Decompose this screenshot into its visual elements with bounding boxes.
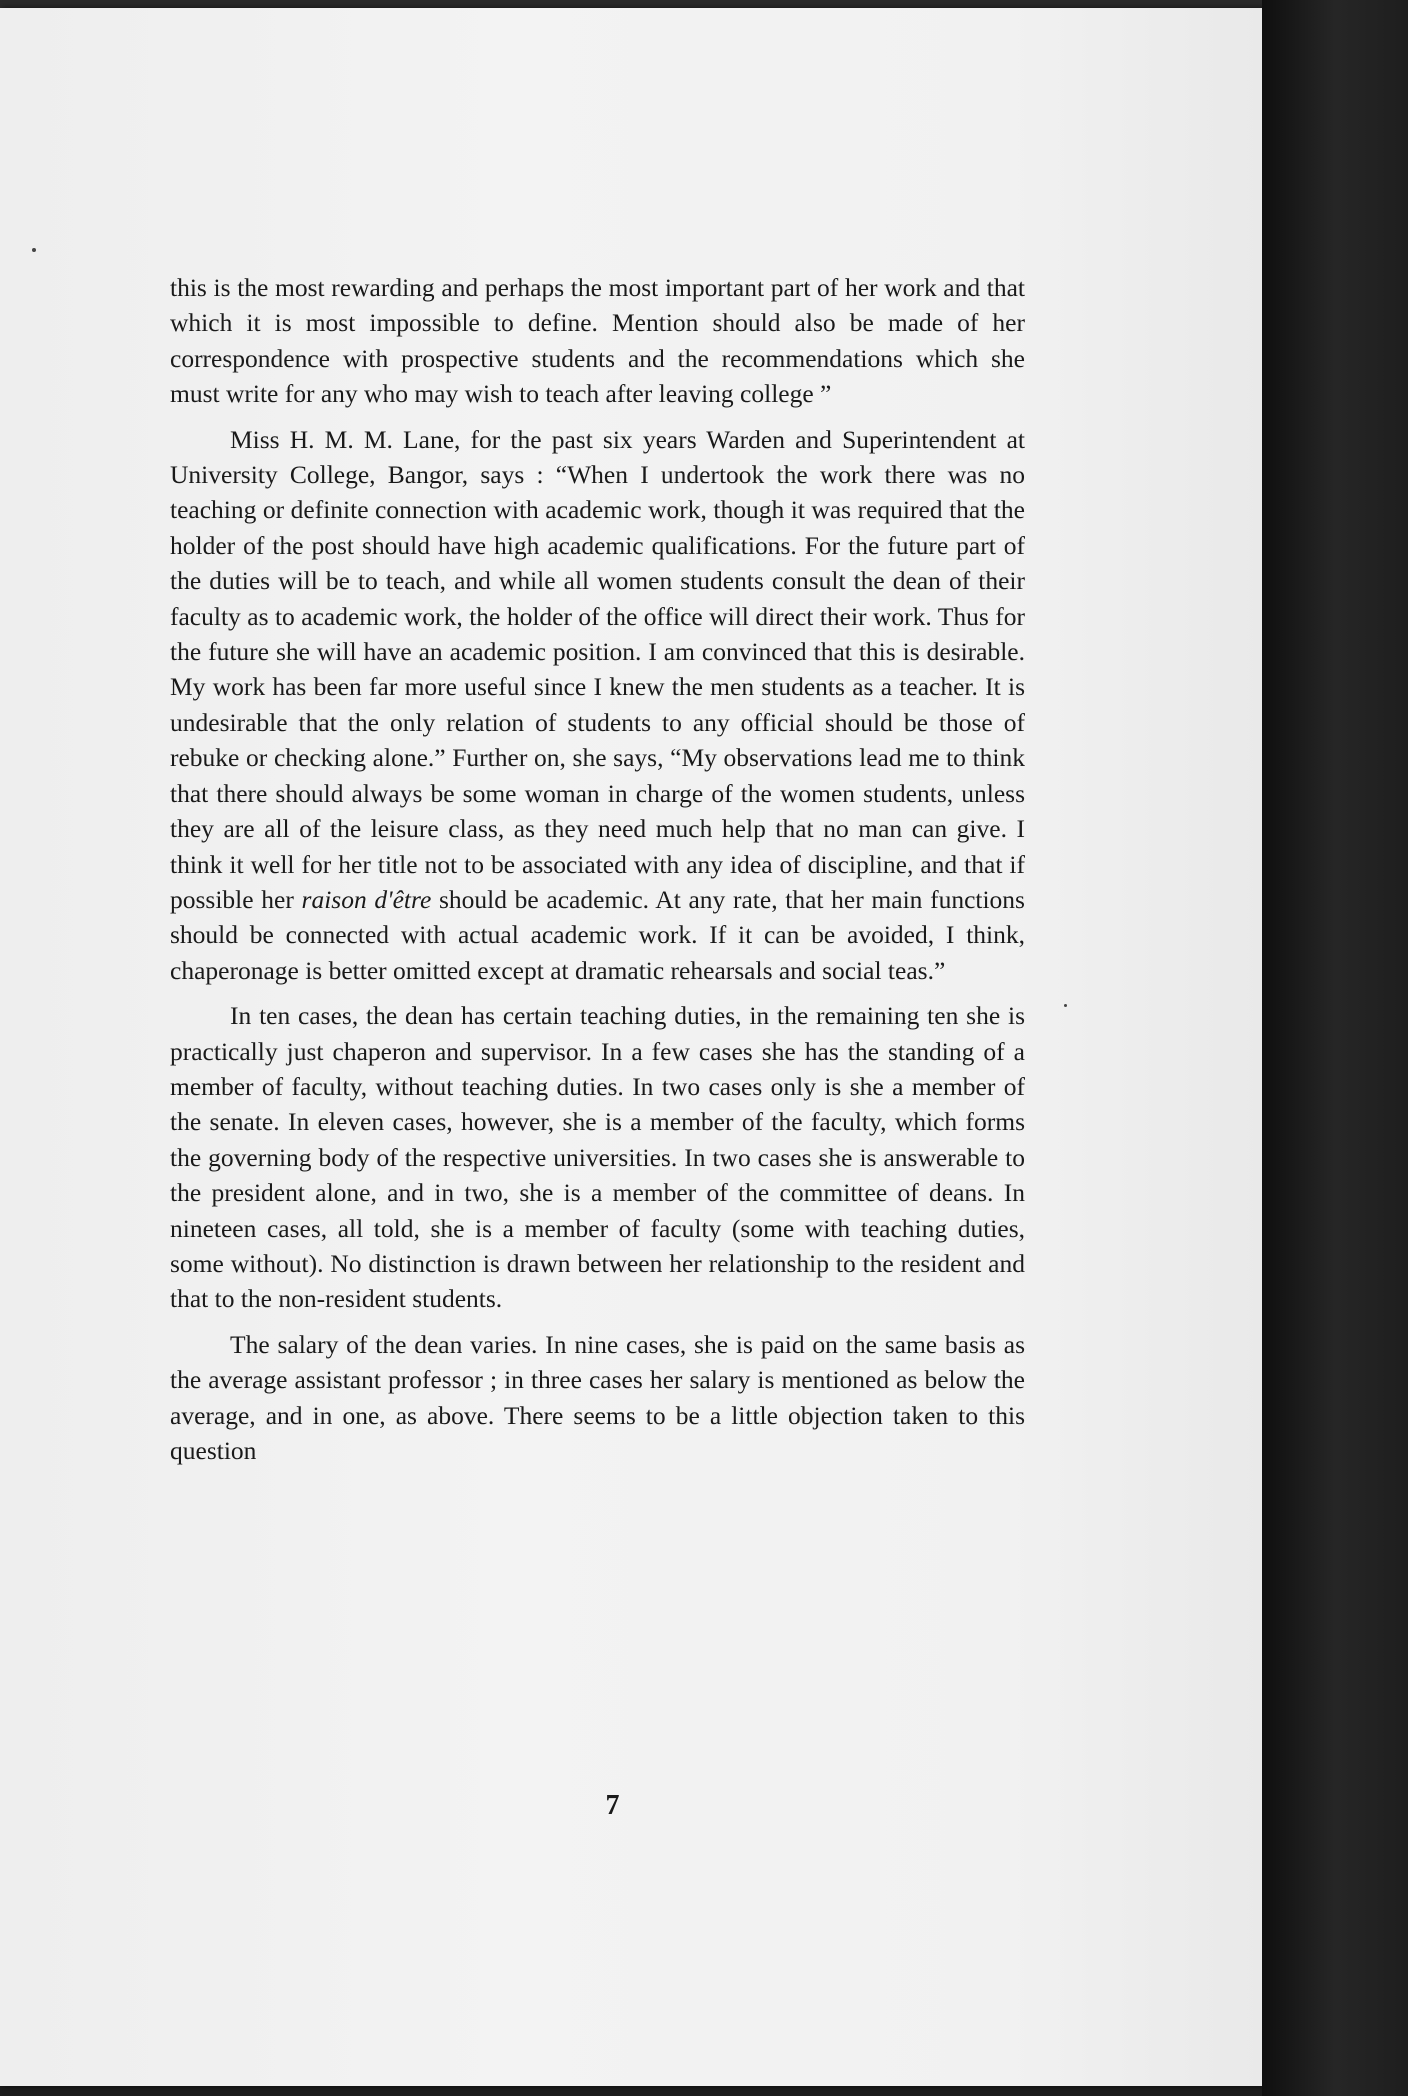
paragraph-1: this is the most rewarding and perhaps the most important part of her work and that which it is most impossible to define. Mention should also be made of her correspondence with prospective students and the recommendations which she must write for any who may wish to teach after leaving college ”	[170, 273, 1025, 409]
paragraph-2-head: Miss H. M. M. Lane, for the past six years Warden and Superintendent at University College, Bangor, says : “When I undertook the work there was no teaching or definite connection with academic work, though it was required that the holder of the post should have high academic qualifications. For the future part of the duties will be to teach, and while all women students consult the dean of their faculty as to academic work, the holder of the office will direct their work. Thus for the future she will have an academic position. I am convinced that this is desirable. My work has been far more useful since I knew the men students as a teacher. It is undesirable that the only relation of students to any official should be those of rebuke or checking alone.” Further on, she says, “My observations lead me to think that there should always be some woman in charge of the women students, unless they are all of the leisure class, as they need much help that no man can give. I think it well for her title not to be associated with any idea of discipline, and that if possible her	[170, 424, 1025, 914]
paragraph-2-tail: should be academic. At any rate, that her main functions should be connected with actual academic work. If it can be avoided, I think, chaperonage is better omitted except at dramatic rehearsals and social teas.”	[170, 884, 1025, 985]
scan-speck	[32, 248, 36, 252]
book-page	[0, 8, 1262, 2086]
paragraph-4: The salary of the dean varies. In nine cases, she is paid on the same basis as the average assistant professor ; in three cases her salary is mentioned as below the average, and in one, as above. There seems to be a little objection taken to this question	[170, 1329, 1025, 1465]
body-text	[170, 270, 1025, 1478]
scan-speck	[1064, 1004, 1067, 1007]
page-number: 7	[605, 1790, 620, 1821]
paragraph-3: In ten cases, the dean has certain teaching duties, in the remaining ten she is practically just chaperon and supervisor. In a few cases she has the standing of a member of faculty, without teaching duties. In two cases only is she a member of the senate. In eleven cases, however, she is a member of the faculty, which forms the governing body of the respective universities. In two cases she is answerable to the president alone, and in two, she is a member of the committee of deans. In nineteen cases, all told, she is a member of faculty (some with teaching duties, some without). No distinction is drawn between her relationship to the resident and that to the non-resident students.	[170, 1001, 1025, 1314]
scanner-background	[1262, 0, 1408, 2096]
italic-phrase: raison d'être	[301, 884, 432, 914]
paragraph-2	[170, 422, 1025, 989]
